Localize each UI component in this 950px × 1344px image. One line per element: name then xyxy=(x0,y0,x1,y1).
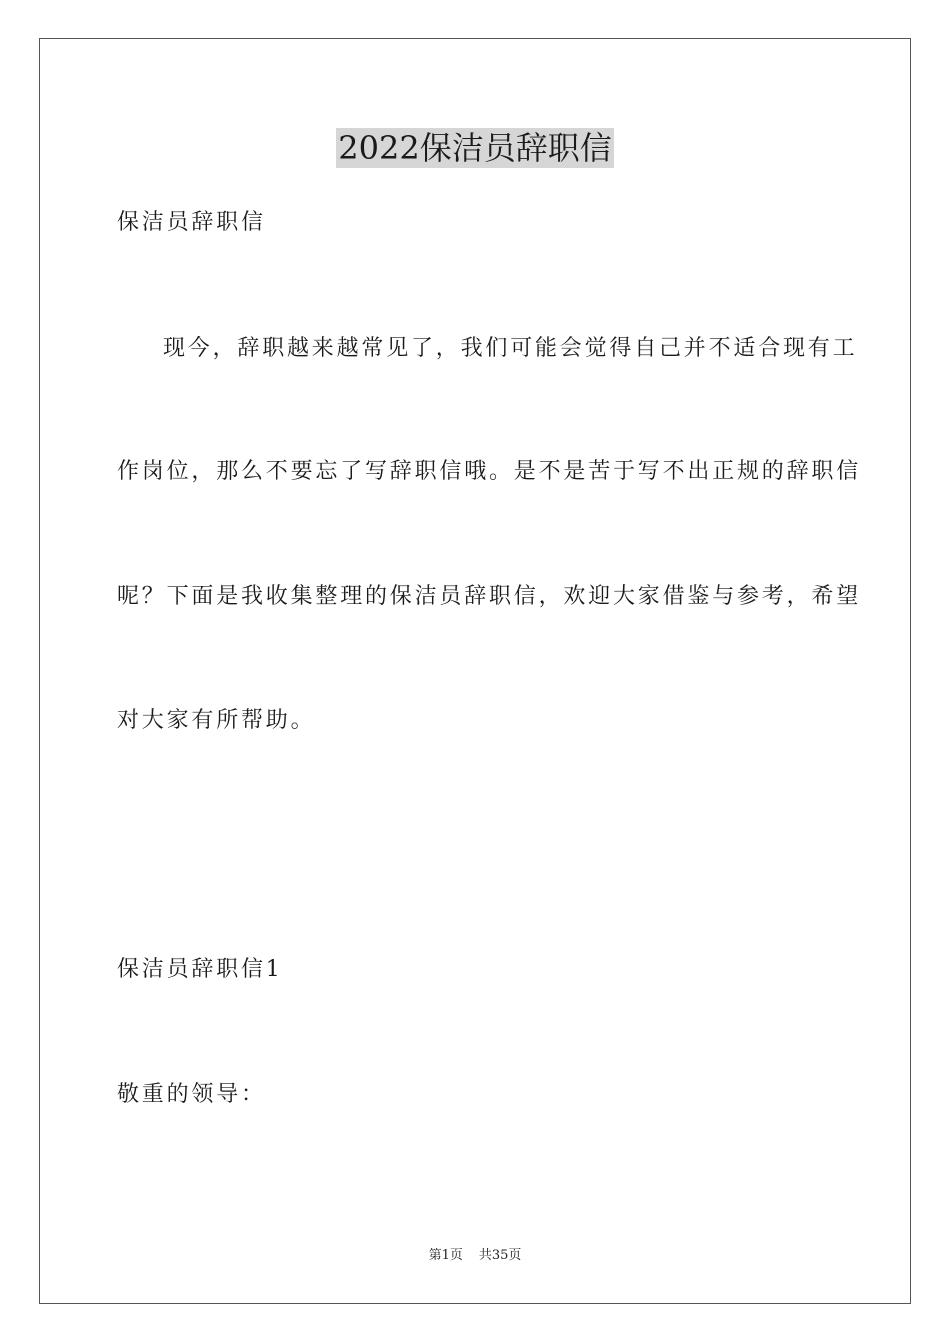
document-title-text: 2022保洁员辞职信 xyxy=(338,129,612,167)
intro-line-1: 现今，辞职越来越常见了，我们可能会觉得自己并不适合现有工 xyxy=(163,336,858,361)
salutation: 敬重的领导： xyxy=(117,1082,266,1107)
document-subtitle: 保洁员辞职信 xyxy=(117,210,266,235)
document-title xyxy=(0,128,950,168)
page-total: 共35页 xyxy=(478,1248,522,1263)
page-footer xyxy=(0,1247,950,1265)
intro-line-2: 作岗位，那么不要忘了写辞职信哦。是不是苦于写不出正规的辞职信 xyxy=(117,459,862,484)
intro-line-3: 呢？下面是我收集整理的保洁员辞职信，欢迎大家借鉴与参考，希望 xyxy=(117,584,862,609)
section-heading: 保洁员辞职信1 xyxy=(117,957,283,982)
page-number: 第1页 xyxy=(428,1248,463,1263)
intro-line-4: 对大家有所帮助。 xyxy=(117,708,316,733)
